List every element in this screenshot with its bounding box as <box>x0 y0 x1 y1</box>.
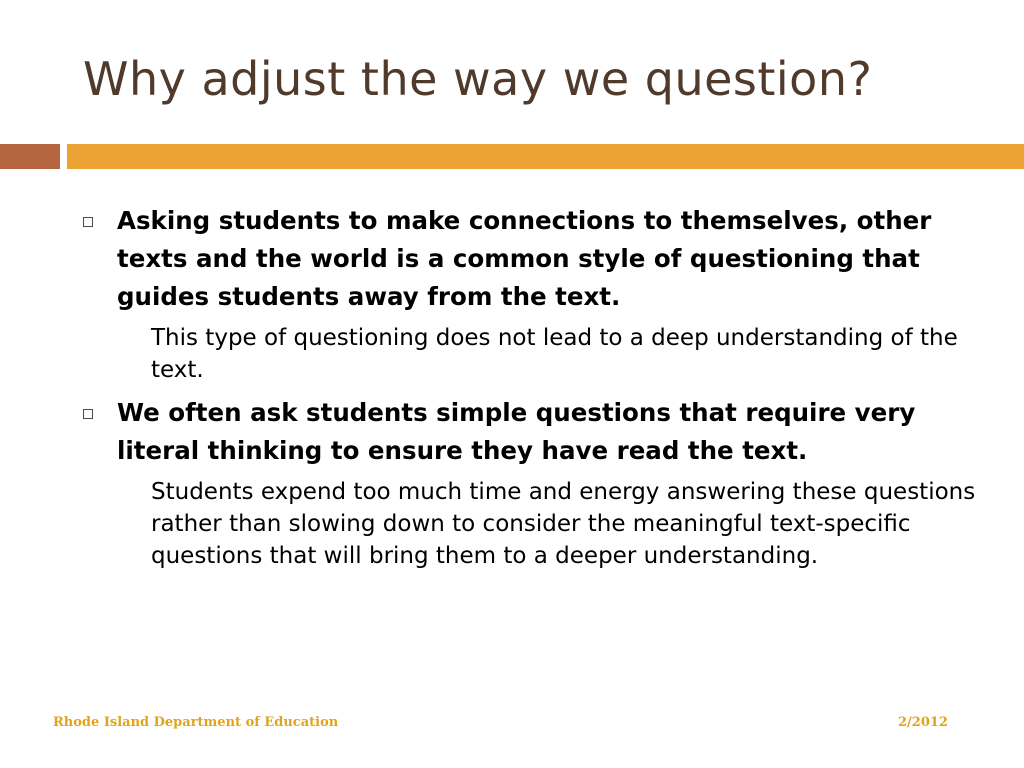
accent-bar-right <box>67 144 1024 169</box>
bullet-text: Asking students to make connections to themselves, other texts and the world is a common style of questioning that guides students away from the text. <box>117 206 932 311</box>
slide-body <box>83 202 983 572</box>
sub-bullet-text: This type of questioning does not lead to a deep understanding of the text. <box>151 325 958 383</box>
slide-title: Why adjust the way we question? <box>83 52 873 106</box>
bullet-item <box>83 202 983 316</box>
sub-bullet-text: Students expend too much time and energy answering these questions rather than slowing down to consider the meaningful text-specific questions that will bring them to a deeper understanding. <box>151 479 976 569</box>
footer-organization: Rhode Island Department of Education <box>53 715 339 730</box>
hollow-square-bullet-icon <box>83 217 93 227</box>
bullet-text: We often ask students simple questions that require very literal thinking to ensure they have read the text. <box>117 398 916 465</box>
hollow-square-bullet-icon <box>83 409 93 419</box>
footer-date: 2/2012 <box>898 715 948 730</box>
bullet-item <box>83 394 983 470</box>
accent-bar-left <box>0 144 60 169</box>
